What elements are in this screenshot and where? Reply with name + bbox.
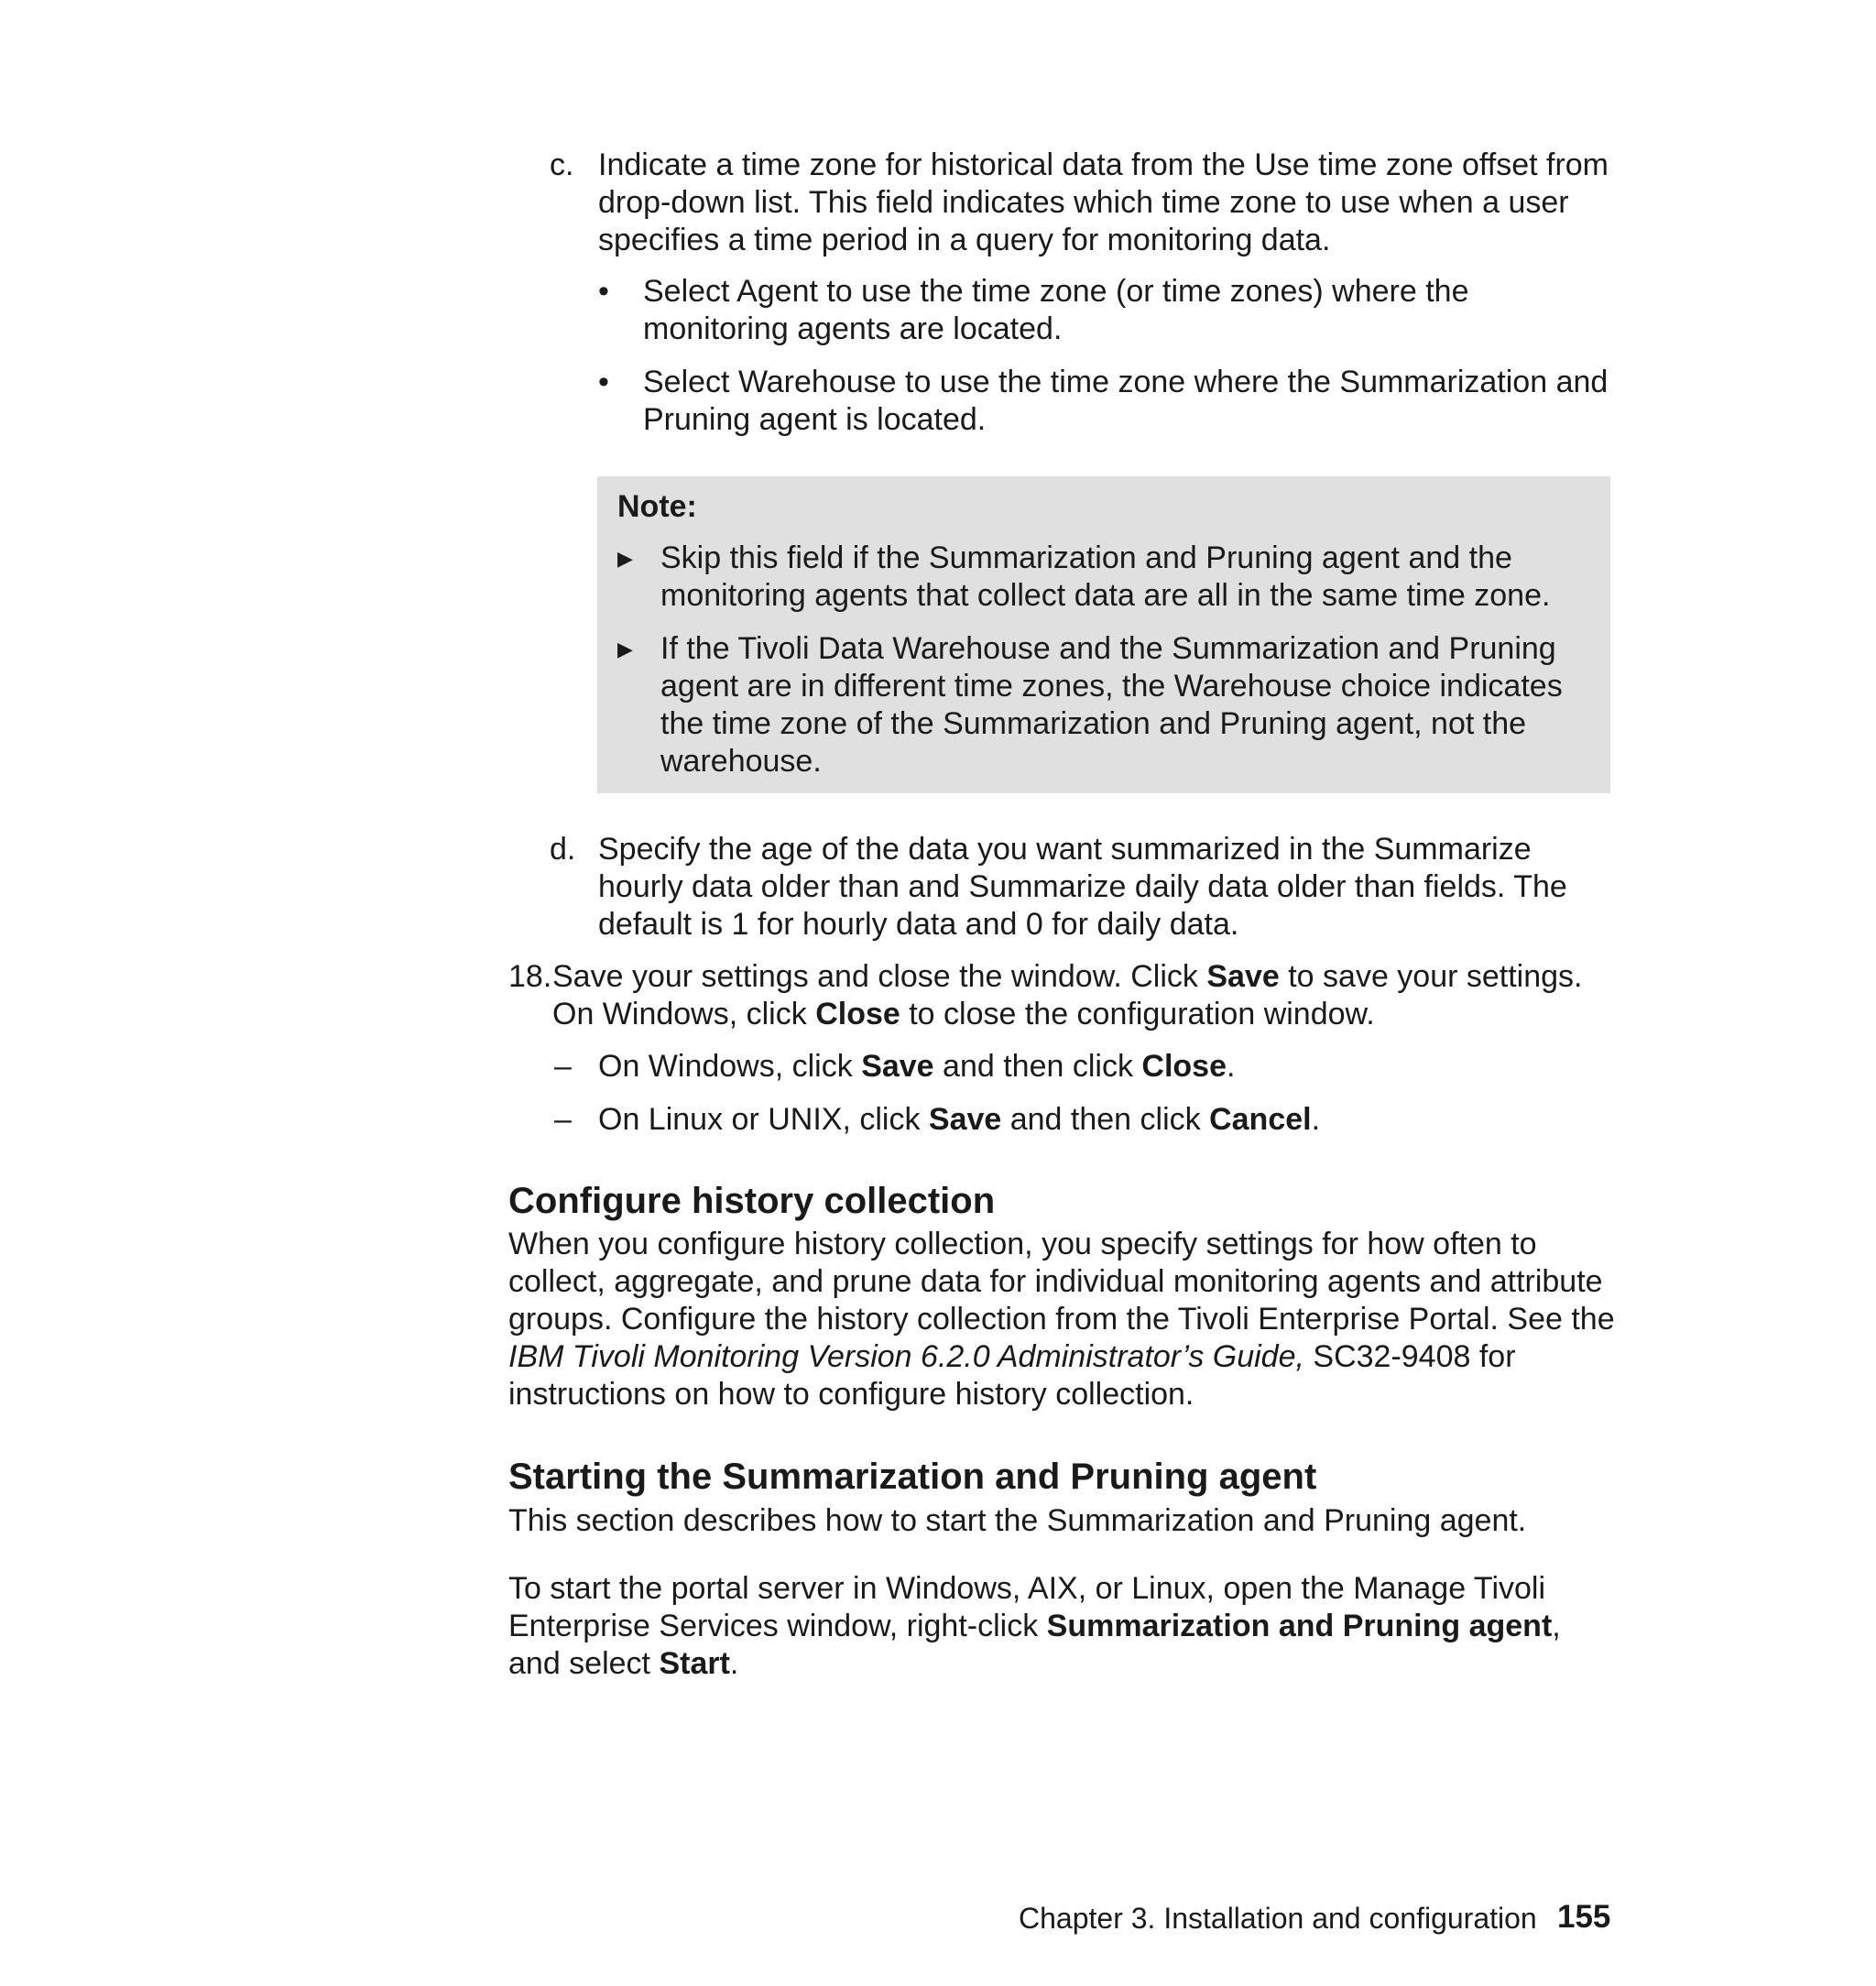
starting-paragraph-2: To start the portal server in Windows, AIX, or Linux, open the Manage Tivoli Enterprise Services window, right-click Summarization and Pruning agent, and select Start. bbox=[508, 1571, 1561, 1681]
bullet-marker: • bbox=[598, 274, 609, 309]
dash-item-text: On Windows, click Save and then click Close. bbox=[598, 1049, 1236, 1084]
close-label: Close bbox=[815, 997, 900, 1031]
history-paragraph: When you configure history collection, you specify settings for how often to collect, aggregate, and prune data for individual monitoring agents and attribute groups. Configure the history collection from the Tivoli Enterprise Portal. See the IBM Tivoli Monitoring Version 6.2.0 Administrator’s Guide, SC32-9408 for instructions on how to configure history collection. bbox=[508, 1227, 1615, 1412]
list-item-c bbox=[550, 147, 1612, 259]
section-heading-starting: Starting the Summarization and Pruning agent bbox=[508, 1457, 1317, 1497]
bullet-item bbox=[598, 273, 1615, 348]
bullet-item bbox=[598, 364, 1615, 439]
step-text: Save your settings and close the window. Click Save to save your settings. On Windows, click Close to close the configuration window. bbox=[552, 959, 1583, 1031]
guide-title: IBM Tivoli Monitoring Version 6.2.0 Administrator’s Guide, bbox=[508, 1339, 1304, 1374]
note-item bbox=[617, 540, 1588, 615]
starting-paragraph-1: This section describes how to start the Summarization and Pruning agent. bbox=[508, 1503, 1527, 1538]
dash-item-windows bbox=[554, 1048, 1617, 1086]
note-item-text: If the Tivoli Data Warehouse and the Summarization and Pruning agent are in different time zones, the Warehouse choice indicates the time zone of the Summarization and Pruning agent, not the warehouse. bbox=[660, 631, 1563, 779]
dash-marker: – bbox=[554, 1102, 572, 1137]
note-item-text: Skip this field if the Summarization and Pruning agent and the monitoring agents that collect data are all in the same time zone. bbox=[660, 540, 1551, 613]
triangle-bullet-icon: ▶ bbox=[617, 638, 633, 660]
list-item-text: Indicate a time zone for historical data from the Use time zone offset from drop-down list. This field indicates which time zone to use when a user specifies a time period in a query for monitoring data. bbox=[598, 147, 1609, 257]
footer-chapter-title: Chapter 3. Installation and configuration bbox=[1019, 1902, 1537, 1935]
list-item-text: Specify the age of the data you want summarized in the Summarize hourly data older than and Summarize daily data older than fields. The default is 1 for hourly data and 0 for daily data. bbox=[598, 832, 1567, 942]
dash-marker: – bbox=[554, 1049, 572, 1084]
section-heading-history: Configure history collection bbox=[508, 1181, 996, 1221]
bullet-text: Select Agent to use the time zone (or time zones) where the monitoring agents are located. bbox=[643, 274, 1469, 346]
dash-item-linux bbox=[554, 1101, 1617, 1139]
list-item-d bbox=[550, 831, 1612, 944]
list-marker: d. bbox=[550, 832, 576, 867]
note-item bbox=[617, 630, 1588, 780]
step-number: 18. bbox=[508, 959, 552, 994]
step-18 bbox=[508, 958, 1617, 1033]
dash-item-text: On Linux or UNIX, click Save and then click Cancel. bbox=[598, 1102, 1321, 1137]
note-title: Note: bbox=[617, 489, 697, 524]
page-number: 155 bbox=[1557, 1899, 1611, 1935]
triangle-bullet-icon: ▶ bbox=[617, 547, 633, 570]
list-marker: c. bbox=[550, 147, 574, 182]
save-label: Save bbox=[1206, 959, 1280, 994]
bullet-marker: • bbox=[598, 365, 609, 399]
bullet-text: Select Warehouse to use the time zone where the Summarization and Pruning agent is located. bbox=[643, 365, 1609, 437]
